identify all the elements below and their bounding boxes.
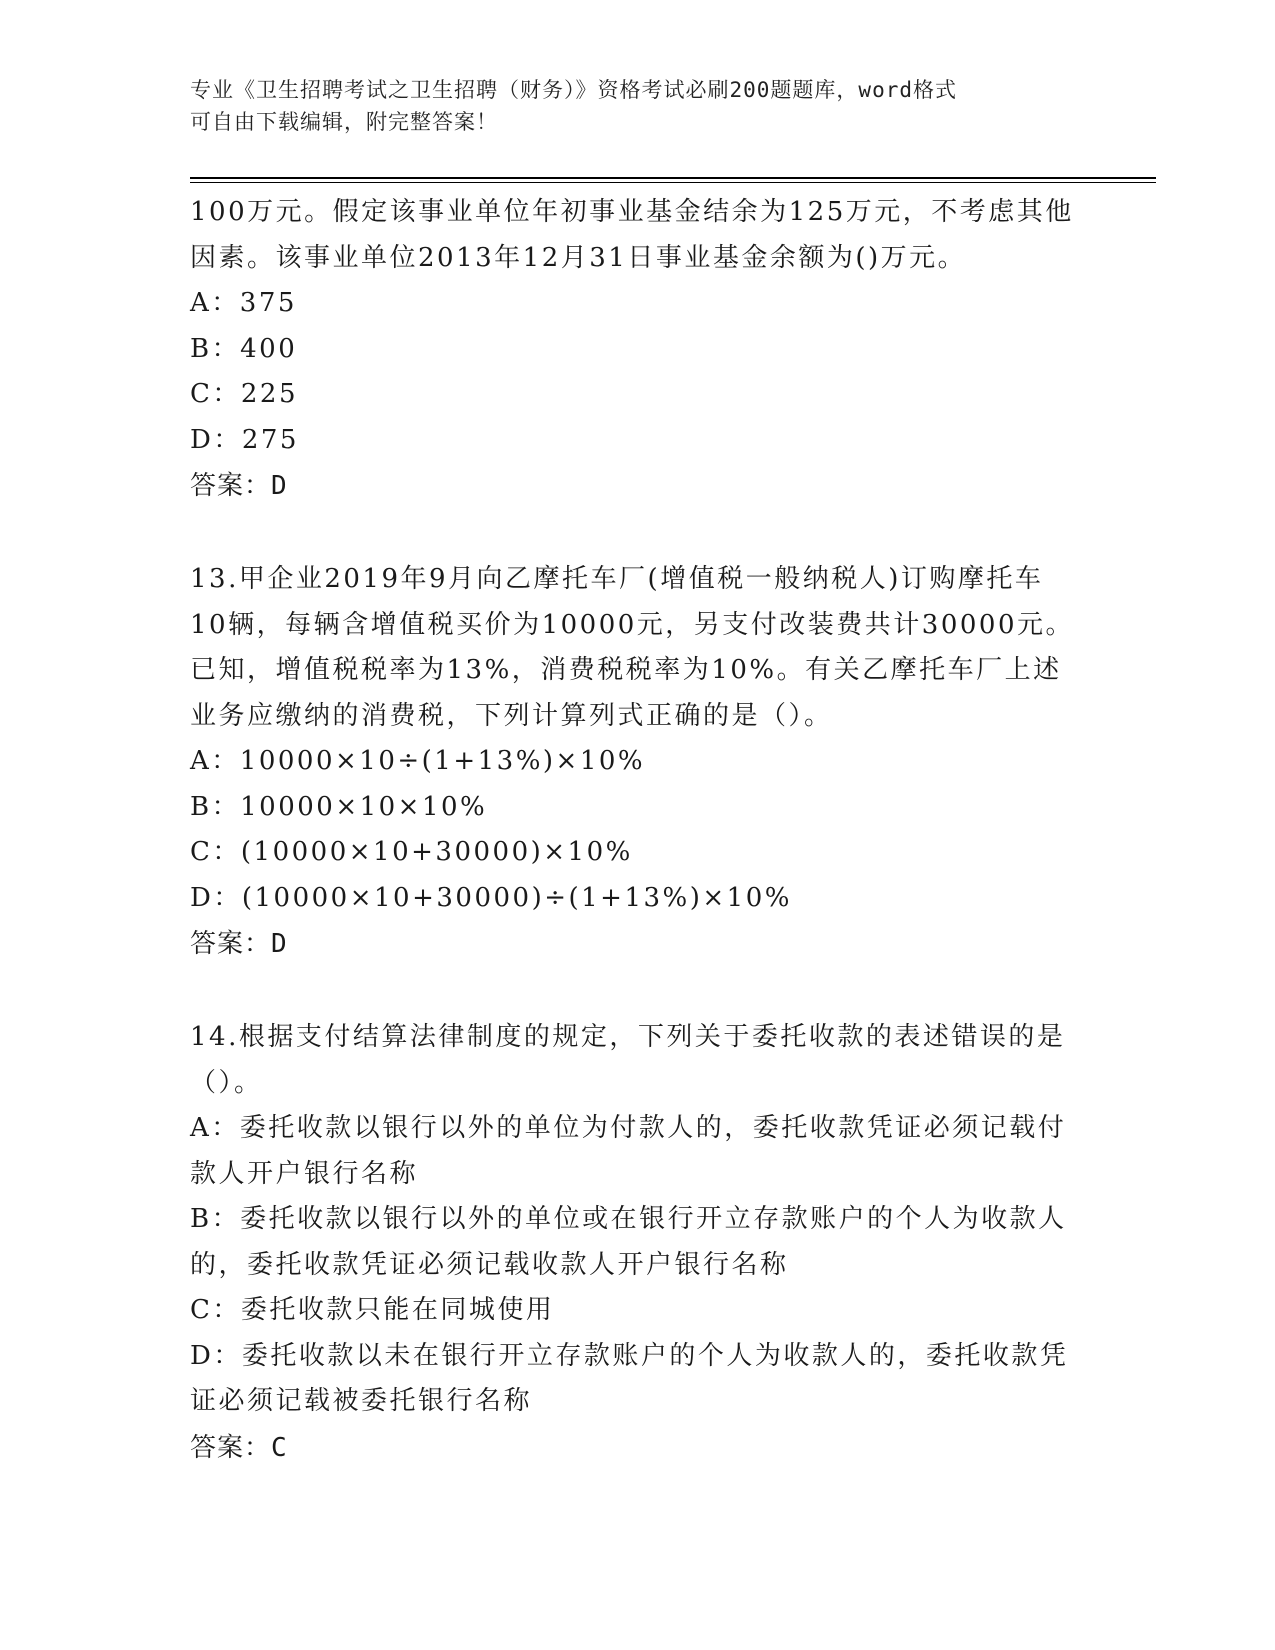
option-a-line-1: A：委托收款以银行以外的单位为付款人的，委托收款凭证必须记载付 bbox=[190, 1113, 1067, 1143]
question-13-block bbox=[190, 557, 1090, 967]
spacer bbox=[190, 967, 1090, 1015]
header-title-line-1: 专业《卫生招聘考试之卫生招聘（财务）》资格考试必刷200题题库，word格式 bbox=[190, 78, 957, 102]
answer-line: 答案：D bbox=[190, 929, 288, 959]
question-stem-line: 100万元。假定该事业单位年初事业基金结余为125万元，不考虑其他 bbox=[190, 197, 1074, 227]
option-d-line-2: 证必须记载被委托银行名称 bbox=[190, 1386, 533, 1416]
question-stem-line: 业务应缴纳的消费税，下列计算列式正确的是（）。 bbox=[190, 700, 833, 731]
question-content bbox=[190, 190, 1090, 1471]
option-c: C：(10000×10+30000)×10% bbox=[190, 837, 633, 867]
page-header bbox=[190, 74, 1070, 138]
option-b: B：400 bbox=[190, 333, 298, 364]
header-title-line-2: 可自由下载编辑，附完整答案！ bbox=[190, 110, 498, 134]
question-stem-line: 已知，增值税税率为13%，消费税税率为10%。有关乙摩托车厂上述 bbox=[190, 655, 1062, 685]
question-stem-line: （）。 bbox=[190, 1067, 263, 1098]
question-12-block bbox=[190, 190, 1090, 509]
option-a: A：375 bbox=[190, 288, 297, 318]
option-b-line-2: 的，委托收款凭证必须记载收款人开户银行名称 bbox=[190, 1249, 789, 1280]
question-stem-line: 因素。该事业单位2013年12月31日事业基金余额为()万元。 bbox=[190, 242, 967, 273]
option-a: A：10000×10÷(1+13%)×10% bbox=[190, 746, 646, 776]
spacer bbox=[190, 509, 1090, 557]
option-b-line-1: B：委托收款以银行以外的单位或在银行开立存款账户的个人为收款人 bbox=[190, 1204, 1067, 1234]
option-d: D：(10000×10+30000)÷(1+13%)×10% bbox=[190, 882, 792, 913]
option-c: C：225 bbox=[190, 379, 299, 409]
header-divider-thick bbox=[190, 177, 1156, 179]
option-a-line-2: 款人开户银行名称 bbox=[190, 1158, 419, 1189]
option-c: C：委托收款只能在同城使用 bbox=[190, 1295, 555, 1325]
option-d: D：275 bbox=[190, 424, 299, 455]
answer-line: 答案：C bbox=[190, 1432, 288, 1463]
question-stem-line: 14.根据支付结算法律制度的规定，下列关于委托收款的表述错误的是 bbox=[190, 1022, 1066, 1052]
header-divider-thin bbox=[190, 182, 1156, 183]
option-d-line-1: D：委托收款以未在银行开立存款账户的个人为收款人的，委托收款凭 bbox=[190, 1340, 1069, 1371]
answer-line: 答案：D bbox=[190, 471, 288, 501]
question-14-block bbox=[190, 1015, 1090, 1471]
question-stem-line: 10辆，每辆含增值税买价为10000元，另支付改装费共计30000元。 bbox=[190, 609, 1075, 640]
option-b: B：10000×10×10% bbox=[190, 791, 488, 822]
question-stem-line: 13.甲企业2019年9月向乙摩托车厂(增值税一般纳税人)订购摩托车 bbox=[190, 564, 1044, 594]
